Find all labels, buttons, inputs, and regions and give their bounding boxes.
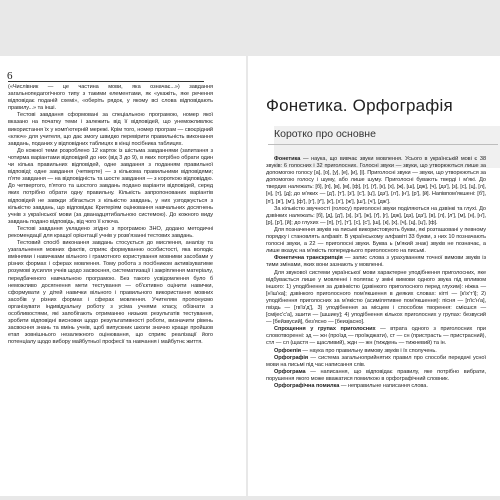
right-page xyxy=(248,56,500,496)
left-page xyxy=(0,56,246,496)
chapter-title: Фонетика. Орфографія xyxy=(266,96,453,115)
definition-paragraph xyxy=(266,369,486,383)
header-rule xyxy=(8,81,204,82)
paragraph: Тестовий спосіб виконання завдань стосується до мислення, аналізу та узагальнення мовних фактів, сприяє формуванню особистості, яка володіє вміннями і навичками вільного і грамотного користування мовними засобами у різних формах і сферах мовлення. Тому робота з посібником активізуватиме розумові зусилля учнів щодо засвоєння, систематизації і закріплення матеріалу, передбаченого навчальною програмою. Без такого усвідомлення було б неможливо досягнення мети тестування — об'єктивно оцінити навички, сформувати у дітей навички вільного і правильного використання мовних засобів у різних формах і сферах мовлення. Учителям пропонуємо організувати індивідуальну роботу з усіма учнями класу, обізнати з особливостями, які запобігають отриманню низьких результатів тестування, зробити відповідні висновки щодо результативності роботи, визначити рівень засвоєння знань та вмінь учнів, щоб випускник школи значно краще пройшов етап зовнішнього незалежного оцінювання, що сприяє реалізації його потенціалу щодо вибору майбутньої професії та навчання і майбутнє життя. xyxy=(8,240,213,346)
term: Орфограма xyxy=(274,368,306,375)
definition-paragraph xyxy=(266,206,486,227)
definition: За кількістю звучності (голосу) приголосні звуки поділяються на дзвінкі та глухі. До дзвінких належать: [б], [д], [д'], [з], [з'], [ж], [ґ], [г], [дж], [дз], [дз'], [в], [л], [л'], [м], [н], [н'], [р], [р'], [й]; до глухих — [п], [т], [т'], [с], [с'], [ш], [к], [х], [ч], [ц], [ц'], [ф]. xyxy=(266,205,486,226)
paragraph: Тестові завдання сформовані за спеціальною програмою, номер якої вказано на початку теми і залежить від її відповідей, що унеможливлює використання їх у комп'ютерній мережі. Крім того, номер програм — своєрідний «ключ» для учителя, що дає змогу швидко перевірити правильність виконання завдань, поданих у відповідних таблицях в кінці посібника таблицях. xyxy=(8,112,213,147)
definition-paragraph xyxy=(266,326,486,347)
term: Орфоепія xyxy=(274,347,301,354)
definition-paragraph xyxy=(266,255,486,269)
paragraph: («Числівник — це частина мови, яка означає...») завдання загальнопедагогічного типу з такими елементами, як «укажіть, яке речення відповідає поданій схемі», «оберіть рядок, у якому всі слова відповідають правилу...» та інші. xyxy=(8,84,213,112)
definition-paragraph xyxy=(266,355,486,369)
definition: — запис слова з урахуванням точної вимови звуків із тими змінами, яких вони зазнають у мовленні. xyxy=(266,255,486,269)
definition: — написання, що відповідає правилу, яке потрібно вибрати, порушення якого може вважатися помилкою в орфографічний словник. xyxy=(266,368,486,382)
definition: — втрата одного з приголосних при словотворенні: зд — жн (проїзд — проїжджати), ст — сн (пристрасть — пристрасний), стл — сл (щастя — щасливий), ждн — жн (тиждень — тижневий) та ін. xyxy=(266,326,486,347)
definition: Для позначення звуків на письмі використовують букви, які розташовані у певному порядку і становлять алфавіт. В українському алфавіті 33 букви, з них 10 позначають голосні звуки, а 22 — приголосні звуки. Буква ь (м'який знак) звуків не позначає, а лише вказує на м'якість попереднього приголосного на письмі. xyxy=(266,226,486,255)
definition-paragraph xyxy=(266,383,486,390)
definition-paragraph xyxy=(266,348,486,355)
term: Фонетика xyxy=(274,156,301,162)
paragraph: До кожної теми розроблено 12 карток із шістьма завданнями (запитання з чотирма варіантами відповідей до них (від 3 до 9), в яких потрібно обрати один чи кілька правильних відповідей, одне завдання з поданням правильної відповіді; одне завдання (четверте) — з кількома правильними відповідями; п'яте завдання — на відповідність та шосте завдання — з короткою відповіддю. До четвертого, п'ятого та шостого завдань подано варіанти відповідей, серед яких потрібно обрати одну правильну. Кількість запропонованих варіантів відповідей не завжди збігається з кількістю завдань, у них узгоджується з кількістю завдань, що відповідає Критеріям оцінювання навчальних досягнень учнів з української мови (за дванадцятибальною системою). До кожного виду завдань подано відповідь, від чого її ключа. xyxy=(8,147,213,225)
definition: — наука, що вивчає звуки мовлення. Усього в українській мові є 38 звуків: 6 голосних і 32 приголосних. Голосні звуки — звуки, що утворюються лише за допомогою голосу [а], [о], [у], [е], [и], [і]. Приголосні звуки — звуки, що утворюються за допомогою голосу і шуму, або лише шуму. Приголосні бувають тверді і м'які. До твердих належать: [б], [п], [в], [м], [ф], [г], [ґ], [к], [х], [ж], [ш], [дж], [ч], [дз'], [з], [с], [ц], [л], [н], [т], [д]; до м'яких — [д'], [т'], [з'], [с'], [ц'], [дз'], [л'], [н'], [р'], [й]. Напівпом'якшені: [б'], [п'], [в'], [м'], [ф'], [г'], [ґ'], [к'], [х'], [ж'], [ш'], [ч'], [дж']. xyxy=(266,156,486,205)
definition: — наука про правильну вимову звуків і їх сполучень. xyxy=(300,347,437,354)
page-number: 6 xyxy=(7,70,13,82)
definition-paragraph xyxy=(266,270,486,327)
definition: — неправильне написання слова. xyxy=(339,383,428,389)
term: Орфографічна помилка xyxy=(274,383,340,389)
term: Орфографія xyxy=(274,354,309,361)
definition-paragraph xyxy=(266,156,486,206)
definition: — система загальноприйнятих правил про способи передачі усної мови на письмі під час написання слів. xyxy=(266,354,486,368)
definition-paragraph xyxy=(266,227,486,255)
term: Спрощення у групах приголосних xyxy=(274,326,376,333)
section-underline xyxy=(268,144,498,145)
definition: Для звукової системи української мови характерне уподібнення приголосних, яке відбувається лише у мовленні і полягає у зміні вимови одного звука під впливом іншого: 1) уподібнення за дзвінкістю (дзвінкого приголосного перед глухим): ніжка — [н'іш'ка]; дзвінкого приголосного пом'якшення в деяких словах: кігті — [к'іх'т'і]; 2) уподібнення приголосних за м'якістю (асимілятивне пом'якшення): пісня — [п'іс'н'а], гвіздь — [гв'із'д'], 3) уподібнення за місцем і способом творення: смієшся — [сміјес'с'а], зшити — [шшиеу]; 4) уподібнення кількох приголосних у групах: безвусий — [бейзвусий], без'ясно — [беизјасно]. xyxy=(266,269,486,326)
left-text-column xyxy=(8,84,213,346)
right-text-column xyxy=(266,156,486,390)
paragraph: Тестові завдання укладено згідно з програмою ЗНО, додано методичні рекомендації для кращої орієнтації учнів у розв'язанні тестових завдань. xyxy=(8,225,213,239)
section-heading: Коротко про основне xyxy=(274,128,376,140)
term: Фонетична транскрипція xyxy=(274,255,343,262)
